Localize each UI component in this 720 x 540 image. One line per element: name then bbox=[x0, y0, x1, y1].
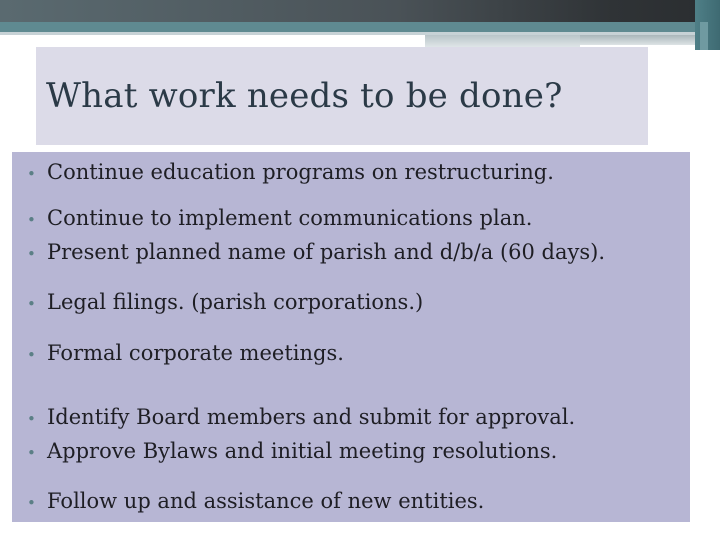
bullet-item bbox=[27, 160, 554, 184]
header-band-dark bbox=[0, 0, 720, 22]
decorative-header-band bbox=[0, 0, 720, 52]
bullet-marker-icon: • bbox=[27, 295, 36, 313]
bullet-text: Present planned name of parish and d/b/a (60 days). bbox=[47, 240, 606, 264]
bullet-item bbox=[27, 206, 532, 230]
bullet-item bbox=[27, 341, 344, 365]
bullet-item bbox=[27, 240, 605, 264]
slide-content-box bbox=[12, 152, 690, 522]
bullet-item bbox=[27, 405, 575, 429]
bullet-item bbox=[27, 489, 484, 513]
bullet-item bbox=[27, 439, 557, 463]
slide-title-box bbox=[36, 47, 648, 145]
bullet-text: Continue to implement communications plan. bbox=[47, 206, 533, 230]
bullet-marker-icon: • bbox=[27, 245, 36, 263]
header-band-corner-accent bbox=[700, 22, 708, 50]
bullet-text: Legal filings. (parish corporations.) bbox=[47, 290, 424, 314]
header-band-stripe bbox=[580, 35, 695, 45]
slide-title: What work needs to be done? bbox=[46, 76, 563, 116]
bullet-text: Continue education programs on restructuring. bbox=[47, 160, 554, 184]
bullet-marker-icon: • bbox=[27, 165, 36, 183]
bullet-marker-icon: • bbox=[27, 346, 36, 364]
bullet-text: Approve Bylaws and initial meeting resolutions. bbox=[47, 439, 558, 463]
bullet-marker-icon: • bbox=[27, 410, 36, 428]
bullet-marker-icon: • bbox=[27, 444, 36, 462]
header-band-teal bbox=[0, 22, 720, 32]
bullet-marker-icon: • bbox=[27, 211, 36, 229]
bullet-text: Follow up and assistance of new entities. bbox=[47, 489, 485, 513]
bullet-text: Identify Board members and submit for approval. bbox=[47, 405, 576, 429]
bullet-item bbox=[27, 290, 423, 314]
bullet-marker-icon: • bbox=[27, 494, 36, 512]
bullet-text: Formal corporate meetings. bbox=[47, 341, 344, 365]
